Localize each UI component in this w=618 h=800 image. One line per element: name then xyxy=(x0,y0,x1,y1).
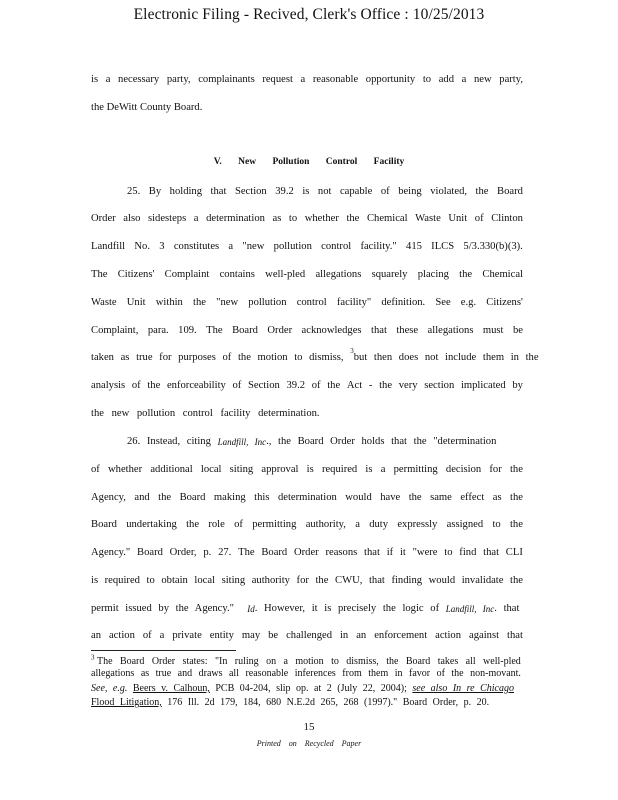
word: finding xyxy=(391,575,423,586)
footnote-line-4 xyxy=(91,697,521,709)
word: and xyxy=(177,668,193,679)
word: constitutes xyxy=(173,241,220,252)
text: PCB 04-204, slip op. at 2 (July 22, 2004); xyxy=(215,683,407,694)
word: expressly xyxy=(397,519,438,530)
word: Order xyxy=(267,325,293,336)
word: find xyxy=(459,547,477,558)
word: the xyxy=(327,380,341,391)
word: Order xyxy=(294,547,319,558)
word: role xyxy=(208,519,225,530)
text: the DeWitt County Board. xyxy=(91,102,203,113)
word: "new xyxy=(216,297,239,308)
word: in xyxy=(339,630,349,641)
word: a xyxy=(461,74,467,85)
text: . that xyxy=(494,603,520,614)
word: necessary xyxy=(118,74,160,85)
word: that xyxy=(483,547,500,558)
word: have xyxy=(380,492,401,503)
word: ILCS xyxy=(431,241,455,252)
word: of xyxy=(436,668,445,679)
word: of xyxy=(142,630,152,641)
word: 415 xyxy=(406,241,422,252)
word: a xyxy=(300,74,306,85)
word: reasonable xyxy=(312,74,359,85)
word: Citizens' xyxy=(486,297,523,308)
word: is xyxy=(306,464,314,475)
para26-line-1 xyxy=(127,435,523,449)
word: The xyxy=(238,547,255,558)
word: would xyxy=(428,575,456,586)
word: that xyxy=(368,575,385,586)
word: a xyxy=(355,519,360,530)
word: whether xyxy=(304,213,339,224)
word: control xyxy=(296,297,327,308)
word: "new xyxy=(242,241,265,252)
word: action xyxy=(435,630,462,641)
para25-line-9 xyxy=(91,407,523,421)
word: Act xyxy=(346,380,363,391)
word: of xyxy=(232,380,242,391)
word: against xyxy=(469,630,500,641)
case-name: Beers v. Calhoun, xyxy=(132,683,210,694)
word: obtain xyxy=(161,575,188,586)
word: implicated xyxy=(460,380,506,391)
word: Section xyxy=(248,380,280,391)
footnote-ref[interactable]: 3 xyxy=(350,347,354,355)
word: dismiss, xyxy=(346,656,379,667)
word: entity xyxy=(209,630,234,641)
word: Board xyxy=(91,519,117,530)
footnote-rule xyxy=(91,650,236,651)
word: Agency, xyxy=(91,492,126,503)
word: new xyxy=(473,74,492,85)
word: not xyxy=(317,186,332,197)
word: states: xyxy=(182,656,208,667)
word: local xyxy=(194,575,216,586)
word: the xyxy=(193,297,206,308)
section-heading: V. New Pollution Control Facility xyxy=(213,157,405,167)
word: pollution xyxy=(248,297,287,308)
word: the xyxy=(451,668,464,679)
word: 109. xyxy=(178,325,197,336)
word: be xyxy=(268,630,279,641)
word: Board xyxy=(497,186,523,197)
word: of xyxy=(234,519,243,530)
word: an xyxy=(91,630,101,641)
word: whether xyxy=(108,464,143,475)
word: approval xyxy=(261,464,299,475)
word: as xyxy=(272,213,282,224)
word: is xyxy=(91,74,99,85)
word: the xyxy=(386,656,399,667)
word: Board xyxy=(119,656,145,667)
word: By xyxy=(148,186,162,197)
word: non-movant. xyxy=(470,668,521,679)
word: the xyxy=(510,575,523,586)
word: the xyxy=(408,492,422,503)
word: all xyxy=(465,656,476,667)
word: to xyxy=(444,547,453,558)
word: See xyxy=(435,297,451,308)
word: Waste xyxy=(91,297,117,308)
para26-line-4 xyxy=(91,518,523,532)
word: the xyxy=(346,213,360,224)
word: well-pled xyxy=(483,656,521,667)
word: takes xyxy=(437,656,459,667)
word: inferences xyxy=(294,668,336,679)
word: favor xyxy=(408,668,431,679)
word: p. xyxy=(203,547,212,558)
intro-line-1 xyxy=(91,73,523,87)
word: placing xyxy=(417,269,449,280)
case-cite: Landfill, Inc xyxy=(217,437,267,447)
word: them xyxy=(368,668,389,679)
word: a xyxy=(380,464,386,475)
word: would xyxy=(345,492,372,503)
word: a xyxy=(228,241,234,252)
text: 26. Instead, citing xyxy=(127,436,211,447)
signal-see: See xyxy=(91,683,105,694)
word: this xyxy=(254,492,270,503)
para25-line-5 xyxy=(91,296,523,310)
word: an xyxy=(356,630,367,641)
para25-line-2 xyxy=(91,212,523,226)
word: The xyxy=(206,325,223,336)
word: well-pled xyxy=(265,269,306,280)
page-number: 15 xyxy=(303,721,315,733)
word: section xyxy=(424,380,455,391)
word: additional xyxy=(150,464,193,475)
filing-header: Electronic Filing - Recived, Clerk's Office : 10/25/2013 xyxy=(133,6,485,23)
word: add xyxy=(438,74,455,85)
word: to xyxy=(492,519,501,530)
para25-line-8 xyxy=(91,379,523,393)
word: all xyxy=(228,668,239,679)
word: allegations xyxy=(427,325,474,336)
word: same xyxy=(430,492,452,503)
word: contains xyxy=(219,269,255,280)
word: Order, xyxy=(169,547,197,558)
footer-note: Printed on Recycled Paper xyxy=(256,739,362,748)
para26-line-2 xyxy=(91,463,523,477)
para26-line-3 xyxy=(91,491,523,505)
word: motion xyxy=(295,656,324,667)
signal-eg: , e.g. xyxy=(104,683,128,694)
word: party, xyxy=(499,74,523,85)
word: allegations xyxy=(91,668,135,679)
word: acknowledges xyxy=(301,325,362,336)
word: e.g. xyxy=(460,297,477,308)
word: must xyxy=(482,325,504,336)
word: control xyxy=(321,241,352,252)
word: The xyxy=(91,269,108,280)
word: on xyxy=(266,656,277,667)
word: being xyxy=(398,186,422,197)
word: may xyxy=(241,630,261,641)
word: analysis xyxy=(91,380,126,391)
word: Unit xyxy=(126,297,146,308)
word: to xyxy=(146,575,155,586)
word: for xyxy=(489,464,502,475)
word: is xyxy=(91,575,99,586)
word: the xyxy=(379,380,393,391)
text: . However, it is precisely the logic of xyxy=(254,603,440,614)
word: the xyxy=(510,492,523,503)
word: from xyxy=(342,668,362,679)
word: Board xyxy=(137,547,163,558)
case-cite: Landfill, Inc xyxy=(445,604,495,614)
word: Board xyxy=(261,547,288,558)
para26-line-7 xyxy=(91,602,523,616)
word: determination xyxy=(206,213,265,224)
word: opportunity xyxy=(365,74,416,85)
id-cite: Id xyxy=(247,604,255,614)
word: a xyxy=(159,630,165,641)
word: effect xyxy=(460,492,485,503)
word: party, xyxy=(166,74,191,85)
word: private xyxy=(172,630,202,641)
word: that xyxy=(210,186,227,197)
word: the xyxy=(509,519,523,530)
word: reasonable xyxy=(245,668,289,679)
signal-see-also: see also In re Chicago xyxy=(412,683,514,694)
word: of xyxy=(380,186,390,197)
word: para. xyxy=(147,325,169,336)
footnote-line-1 xyxy=(91,653,521,668)
word: to xyxy=(331,656,339,667)
intro-line-2 xyxy=(91,101,523,115)
para25-line-3 xyxy=(91,240,523,254)
word: a xyxy=(283,656,288,667)
word: of xyxy=(474,213,484,224)
word: Unit xyxy=(448,213,468,224)
para26-line-5 xyxy=(91,546,523,560)
word: CWU, xyxy=(335,575,363,586)
word: 27. xyxy=(218,547,232,558)
word: a xyxy=(105,74,111,85)
word: 3 xyxy=(159,241,165,252)
footnote-marker: 3 xyxy=(91,653,95,662)
word: for xyxy=(296,575,309,586)
word: Clinton xyxy=(491,213,523,224)
word: to xyxy=(422,74,432,85)
word: in xyxy=(394,668,403,679)
word: to xyxy=(288,213,298,224)
word: permitting xyxy=(252,519,297,530)
word: 5/3.330(b)(3). xyxy=(463,241,523,252)
word: it xyxy=(399,547,406,558)
word: also xyxy=(123,213,141,224)
text: ., the Board Order holds that the "determination xyxy=(266,436,497,447)
para25-line-7 xyxy=(91,347,539,365)
word: "In xyxy=(214,656,228,667)
word: Citizens' xyxy=(117,269,155,280)
word: very xyxy=(398,380,418,391)
word: is xyxy=(302,186,310,197)
word: of xyxy=(131,380,141,391)
word: authority xyxy=(251,575,290,586)
word: holding xyxy=(169,186,203,197)
word: 39.2 xyxy=(286,380,306,391)
text: taken as true for purposes of the motion to dismiss, xyxy=(91,352,344,363)
word: violated, xyxy=(430,186,468,197)
para26-line-8 xyxy=(91,629,523,643)
word: required xyxy=(321,464,358,475)
word: allegations xyxy=(315,269,362,280)
word: Board xyxy=(179,492,206,503)
word: as xyxy=(140,668,150,679)
word: Chemical xyxy=(482,269,523,280)
word: Waste xyxy=(415,213,441,224)
word: 25. xyxy=(127,186,141,197)
para25-line-1 xyxy=(127,185,523,199)
word: facility." xyxy=(360,241,397,252)
word: of xyxy=(91,464,100,475)
text: the new pollution control facility determination. xyxy=(91,408,320,419)
word: Order xyxy=(91,213,116,224)
word: Board xyxy=(405,656,431,667)
word: required xyxy=(104,575,140,586)
word: be xyxy=(512,325,523,336)
word: that xyxy=(507,630,523,641)
word: Complaint xyxy=(164,269,210,280)
word: $^3$ The xyxy=(91,653,113,667)
footnote-line-3 xyxy=(91,683,521,695)
word: Section xyxy=(234,186,267,197)
word: the xyxy=(147,380,161,391)
word: capable xyxy=(339,186,373,197)
word: the xyxy=(315,575,329,586)
word: enforcement xyxy=(374,630,428,641)
word: the xyxy=(475,186,489,197)
word: Landfill xyxy=(91,241,126,252)
word: making xyxy=(213,492,246,503)
text: 176 Ill. 2d 179, 184, 680 N.E.2d 265, 268 (1997)." Board Order, p. 20. xyxy=(167,697,490,708)
word: request xyxy=(262,74,293,85)
word: CLI xyxy=(505,547,523,558)
word: ruling xyxy=(234,656,259,667)
word: challenged xyxy=(286,630,332,641)
para25-line-4 xyxy=(91,268,523,282)
word: determination xyxy=(277,492,337,503)
word: enforceability xyxy=(166,380,226,391)
word: siting xyxy=(229,464,254,475)
word: a xyxy=(193,213,199,224)
case-name: Flood Litigation, xyxy=(91,697,162,708)
word: as xyxy=(492,492,502,503)
word: squarely xyxy=(371,269,408,280)
word: these xyxy=(396,325,419,336)
word: No. xyxy=(134,241,150,252)
word: the xyxy=(158,492,172,503)
word: 39.2 xyxy=(275,186,294,197)
word: decision xyxy=(445,464,482,475)
word: facility" xyxy=(336,297,372,308)
word: true xyxy=(155,668,172,679)
word: - xyxy=(368,380,373,391)
word: the xyxy=(186,519,200,530)
word: Complaint, xyxy=(91,325,139,336)
footnote-line-2 xyxy=(91,668,521,680)
para25-line-6 xyxy=(91,324,523,338)
word: sidesteps xyxy=(147,213,187,224)
word: is xyxy=(365,464,373,475)
word: assigned xyxy=(446,519,484,530)
word: reasons xyxy=(325,547,358,558)
word: authority, xyxy=(305,519,346,530)
word: permitting xyxy=(393,464,438,475)
word: that xyxy=(364,547,380,558)
word: siting xyxy=(221,575,246,586)
word: and xyxy=(134,492,150,503)
word: Chemical xyxy=(366,213,408,224)
word: by xyxy=(512,380,523,391)
word: draws xyxy=(198,668,223,679)
word: "were xyxy=(412,547,438,558)
word: Agency." xyxy=(91,547,131,558)
word: within xyxy=(155,297,183,308)
word: Order xyxy=(151,656,176,667)
text: but then does not include them in the xyxy=(353,352,539,363)
word: definition. xyxy=(381,297,426,308)
word: duty xyxy=(369,519,389,530)
word: action xyxy=(108,630,135,641)
word: undertaking xyxy=(126,519,177,530)
para26-line-6 xyxy=(91,574,523,588)
word: if xyxy=(386,547,394,558)
word: pollution xyxy=(273,241,312,252)
word: the xyxy=(459,269,473,280)
word: local xyxy=(200,464,222,475)
word: the xyxy=(509,464,523,475)
word: invalidate xyxy=(461,575,504,586)
word: of xyxy=(311,380,321,391)
text: permit issued by the Agency." xyxy=(91,603,234,614)
word: that xyxy=(371,325,387,336)
word: Board xyxy=(232,325,258,336)
word: complainants xyxy=(198,74,255,85)
